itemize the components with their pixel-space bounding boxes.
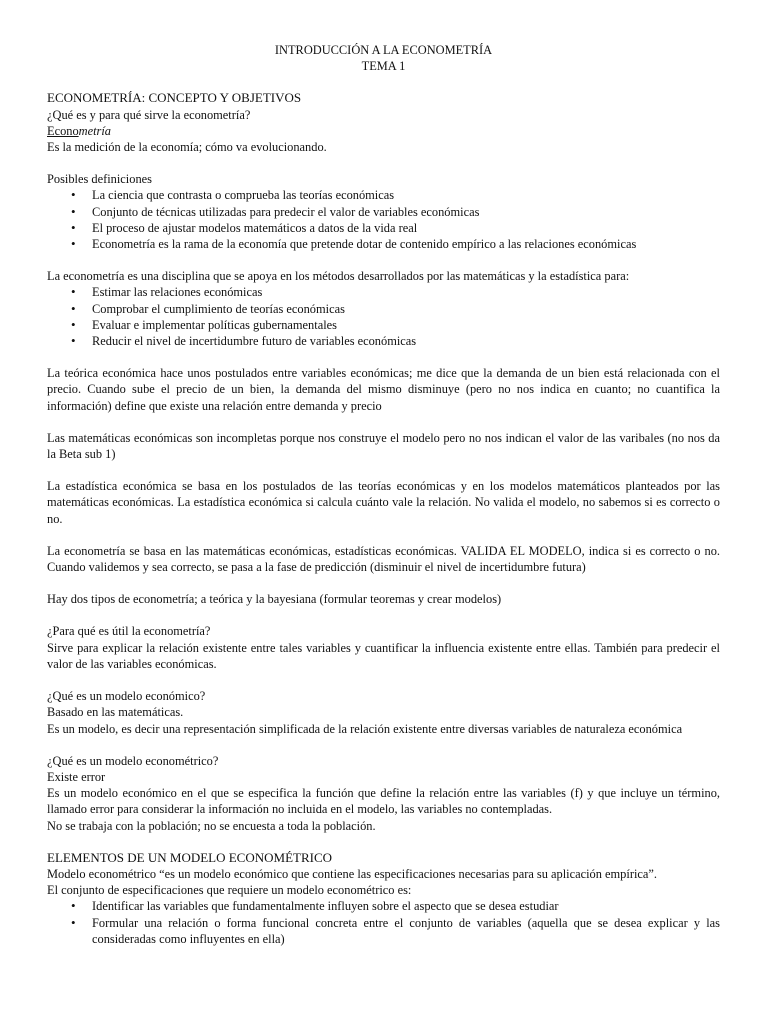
elements-intro: El conjunto de especificaciones que requiere un modelo econométrico es: [47, 883, 412, 898]
discipline-intro: La econometría es una disciplina que se apoya en los métodos desarrollados por las matemáticas y la estadística para: [47, 269, 630, 284]
list-item: • Formular una relación o forma funcional concreta entre el conjunto de variables (aquella que se desea explicar y las consideradas como influyentes en ella) [47, 915, 720, 947]
economic-model-line1: Basado en las matemáticas. [47, 705, 184, 720]
econometric-model-line1: Existe error [47, 769, 106, 784]
discipline-list [47, 284, 720, 349]
list-item: • El proceso de ajustar modelos matemáticos a datos de la vida real [47, 220, 720, 236]
document-subtitle: TEMA 1 [361, 59, 406, 74]
paragraph-economic-statistics: La estadística económica se basa en los postulados de las teorías económicas y en los modelos matemáticos planteados por las matemáticas económicas. La estadística económica si calcula cuánto vale la relación. No valida el modelo, no sabemos si es correcto o no. [47, 479, 720, 526]
list-item: • La ciencia que contrasta o comprueba las teorías económicas [47, 187, 720, 203]
paragraph-economic-math: Las matemáticas económicas son incompletas porque nos construye el modelo pero no nos indican el valor de las varibales (no nos da la Beta sub 1) [47, 430, 720, 462]
paragraph-types: Hay dos tipos de econometría; a teórica y la bayesiana (formular teoremas y crear modelos) [47, 592, 502, 607]
paragraph-economic-theory: La teórica económica hace unos postulados entre variables económicas; me dice que la demanda de un bien está relacionada con el precio. Cuando sube el precio de un bien, la demanda del mismo disminuye (pero no nos indica en cuanto; no cuantifica la información) define que existe una relación entre demanda y precio [47, 366, 720, 413]
list-item: • Identificar las variables que fundamentalmente influyen sobre el aspecto que se desea estudiar [47, 898, 720, 914]
list-item: • Evaluar e implementar políticas gubernamentales [47, 317, 720, 333]
utility-answer: Sirve para explicar la relación existente entre tales variables y cuantificar la influencia existente entre ellas. También para predecir el valor de las variables económicas. [47, 640, 720, 671]
etymology-word [47, 123, 720, 139]
elements-definition: Modelo econométrico “es un modelo económico que contiene las especificaciones necesarias para su aplicación empírica”. [47, 866, 657, 881]
utility-question: ¿Para qué es útil la econometría? [47, 624, 211, 639]
document-title: INTRODUCCIÓN A LA ECONOMETRÍA [274, 43, 493, 57]
list-item: • Reducir el nivel de incertidumbre futuro de variables económicas [47, 333, 720, 349]
section-heading-concept: ECONOMETRÍA: CONCEPTO Y OBJETIVOS [47, 90, 302, 106]
list-item: • Conjunto de técnicas utilizadas para predecir el valor de variables económicas [47, 204, 720, 220]
paragraph-econometrics: La econometría se basa en las matemáticas económicas, estadísticas económicas. VALIDA EL MODELO, indica si es correcto o no. Cuando validemos y sea correcto, se pasa a la fase de predicción (disminuir el nivel de incertidumbre futura) [47, 543, 720, 575]
definitions-list [47, 187, 720, 252]
etymology-prefix: Econo [47, 123, 79, 138]
list-item: • Estimar las relaciones económicas [47, 284, 720, 300]
section-heading-elements: ELEMENTOS DE UN MODELO ECONOMÉTRICO [47, 849, 333, 865]
econometric-model-line3: No se trabaja con la población; no se encuesta a toda la población. [47, 818, 376, 833]
elements-list [47, 898, 720, 947]
economic-model-question: ¿Qué es un modelo económico? [47, 689, 206, 704]
list-item: • Econometría es la rama de la economía que pretende dotar de contenido empírico a las relaciones económicas [47, 236, 720, 252]
economic-model-line2: Es un modelo, es decir una representación simplificada de la relación existente entre diversas variables de naturaleza económica [47, 721, 683, 736]
list-item: • Comprobar el cumplimiento de teorías económicas [47, 301, 720, 317]
question-what-is: ¿Qué es y para qué sirve la econometría? [47, 107, 251, 122]
econometric-model-line2: Es un modelo económico en el que se especifica la función que define la relación entre las variables (f) y que incluye un término, llamado error para considerar la información no incluida en el modelo, las variables no contempladas. [47, 786, 720, 817]
econometric-model-question: ¿Qué es un modelo econométrico? [47, 753, 219, 768]
etymology-definition: Es la medición de la economía; cómo va evolucionando. [47, 140, 327, 155]
definitions-title: Posibles definiciones [47, 172, 152, 187]
etymology-suffix: metría [78, 123, 112, 138]
